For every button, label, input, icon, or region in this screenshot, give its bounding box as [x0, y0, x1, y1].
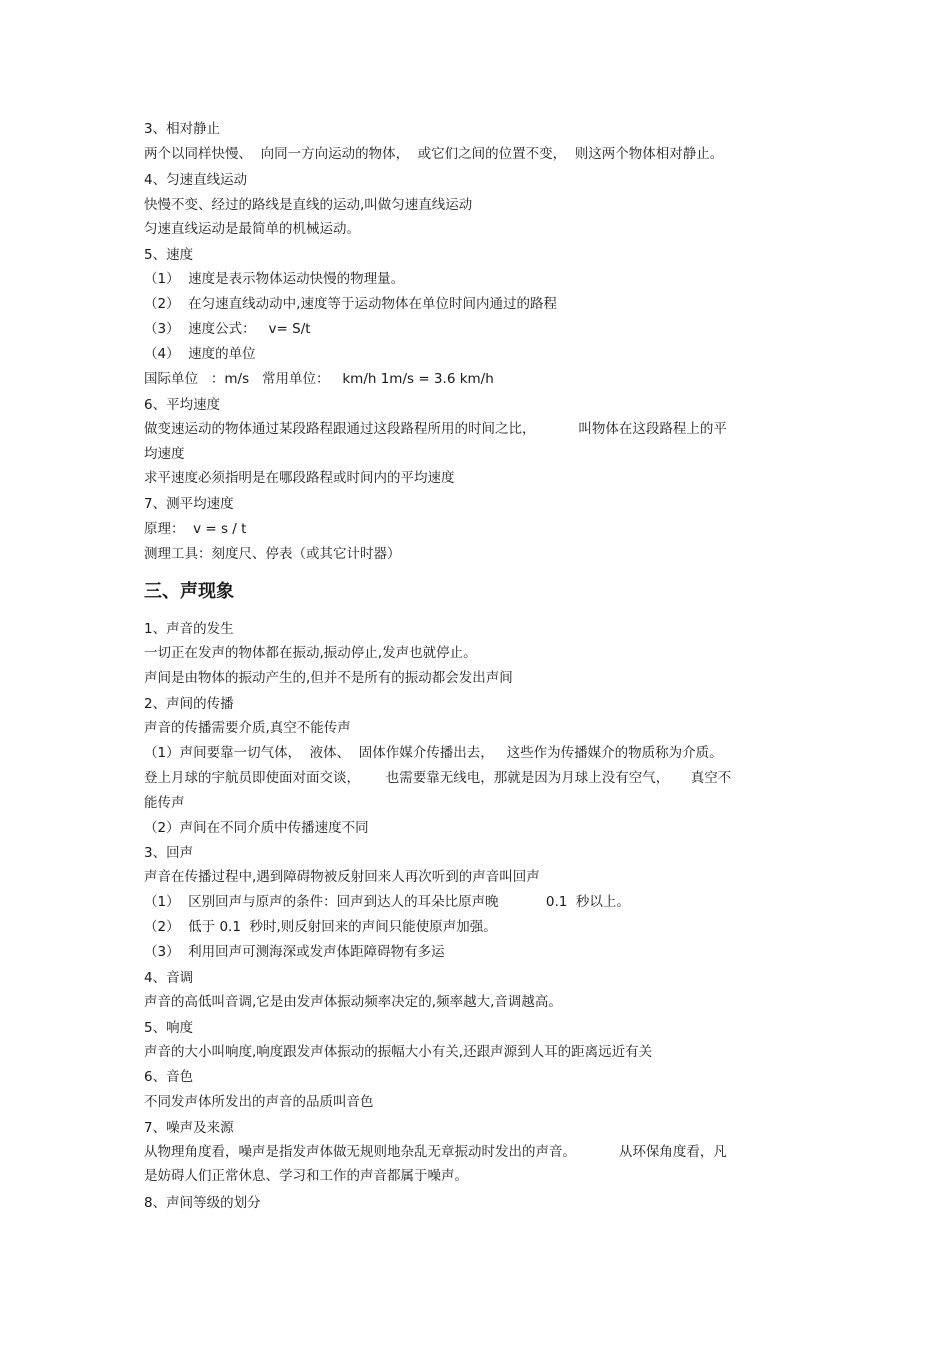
list-item: （4） 速度的单位 — [144, 346, 256, 362]
paragraph: 求平速度必须指明是在哪段路程或时间内的平均速度 — [144, 470, 455, 486]
paragraph: （2）声间在不同介质中传播速度不同 — [144, 820, 369, 836]
list-item: （2） 在匀速直线动动中,速度等于运动物体在单位时间内通过的路程 — [144, 296, 557, 312]
heading-echo: 3、回声 — [144, 845, 194, 861]
heading-loudness: 5、响度 — [144, 1020, 194, 1036]
heading-speed: 5、速度 — [144, 247, 194, 263]
paragraph: 测理工具：刻度尺、停表（或其它计时器） — [144, 546, 401, 562]
heading-pitch: 4、音调 — [144, 970, 194, 986]
heading-sound-propagation: 2、声间的传播 — [144, 696, 234, 712]
heading-measure-speed: 7、测平均速度 — [144, 496, 234, 512]
paragraph: 匀速直线运动是最简单的机械运动。 — [144, 221, 360, 237]
list-item: （3） 速度公式： v= S/t — [144, 321, 311, 337]
paragraph: 声音的传播需要介质,真空不能传声 — [144, 720, 351, 736]
list-item: （1） 区别回声与原声的条件：回声到达人的耳朵比原声晚 0.1 秒以上。 — [144, 894, 630, 910]
paragraph: 不同发声体所发出的声音的品质叫音色 — [144, 1094, 374, 1110]
section-title: 三、声现象 — [144, 581, 234, 602]
heading-sound-levels: 8、声间等级的划分 — [144, 1195, 261, 1211]
heading-average-speed: 6、平均速度 — [144, 397, 221, 413]
paragraph: 能传声 — [144, 795, 185, 811]
paragraph: （1）声间要靠一切气体， 液体、 固体作媒介传播出去， 这些作为传播媒介的物质称为介质。 — [144, 745, 723, 761]
heading-uniform-motion: 4、匀速直线运动 — [144, 172, 248, 188]
paragraph: 原理： v = s / t — [144, 521, 247, 537]
paragraph: 声间是由物体的振动产生的,但并不是所有的振动都会发出声间 — [144, 670, 513, 686]
paragraph: 从物理角度看，噪声是指发声体做无规则地杂乱无章振动时发出的声音。 从环保角度看，凡 — [144, 1144, 727, 1160]
list-item: （1） 速度是表示物体运动快慢的物理量。 — [144, 271, 405, 287]
list-item: （3） 利用回声可测海深或发声体距障碍物有多运 — [144, 944, 445, 960]
paragraph: 一切正在发声的物体都在振动,振动停止,发声也就停止。 — [144, 645, 477, 661]
paragraph: 国际单位 ：m/s 常用单位： km/h 1m/s = 3.6 km/h — [144, 371, 494, 387]
paragraph: 登上月球的宇航员即使面对面交谈， 也需要靠无线电，那就是因为月球上没有空气， 真空不 — [144, 770, 732, 786]
paragraph: 快慢不变、经过的路线是直线的运动,叫做匀速直线运动 — [144, 197, 473, 213]
paragraph: 声音的高低叫音调,它是由发声体振动频率决定的,频率越大,音调越高。 — [144, 994, 562, 1010]
heading-noise: 7、噪声及来源 — [144, 1120, 234, 1136]
paragraph: 声音的大小叫响度,响度跟发声体振动的振幅大小有关,还跟声源到人耳的距离远近有关 — [144, 1044, 653, 1060]
paragraph: 做变速运动的物体通过某段路程跟通过这段路程所用的时间之比， 叫物体在这段路程上的平 — [144, 421, 727, 437]
paragraph: 声音在传播过程中,遇到障碍物被反射回来人再次听到的声音叫回声 — [144, 869, 540, 885]
heading-timbre: 6、音色 — [144, 1069, 194, 1085]
heading-sound-origin: 1、声音的发生 — [144, 621, 234, 637]
paragraph: 均速度 — [144, 446, 185, 462]
paragraph: 是妨碍人们正常休息、学习和工作的声音都属于噪声。 — [144, 1168, 468, 1184]
list-item: （2） 低于 0.1 秒时,则反射回来的声间只能使原声加强。 — [144, 919, 497, 935]
heading-relative-rest: 3、相对静止 — [144, 121, 221, 137]
paragraph: 两个以同样快慢、 向同一方向运动的物体， 或它们之间的位置不变， 则这两个物体相对静止。 — [144, 146, 724, 162]
